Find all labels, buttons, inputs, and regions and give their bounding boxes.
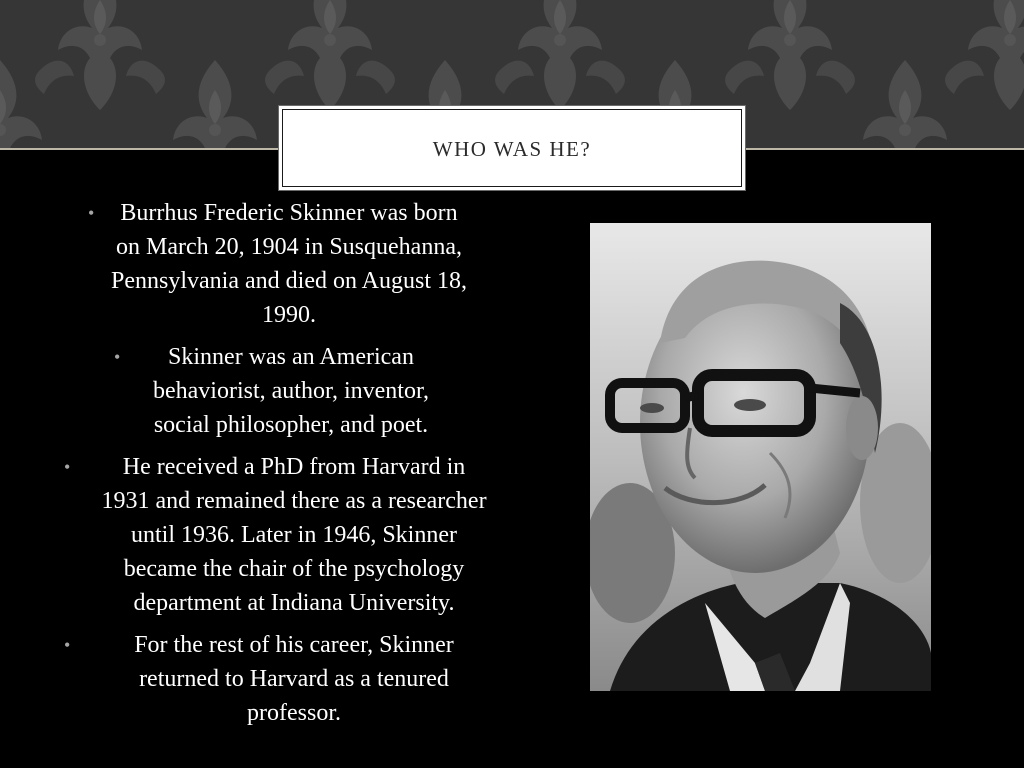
bullet-item [58,340,498,442]
bullet-icon: • [88,203,95,223]
title-box [278,105,746,191]
portrait-image [590,223,931,691]
bullet-item [58,628,498,730]
bullet-icon: • [114,347,121,367]
bullet-text: Burrhus Frederic Skinner was born on March 20, 1904 in Susquehanna, Pennsylvania and died on August 18, 1990. [111,200,467,328]
bullet-icon: • [64,635,71,655]
bullet-text: He received a PhD from Harvard in 1931 and remained there as a researcher until 1936. Later in 1946, Skinner became the chair of the psychology department at Indiana University. [101,454,487,616]
bullet-list [58,196,498,738]
bullet-text: For the rest of his career, Skinner returned to Harvard as a tenured professor. [134,632,454,726]
bullet-text: Skinner was an American behaviorist, author, inventor, social philosopher, and poet. [152,344,429,438]
bullet-icon: • [64,457,71,477]
portrait-photo [590,223,931,691]
bullet-item [58,450,498,620]
slide-title: WHO WAS HE? [432,137,592,161]
bullet-item [58,196,498,332]
